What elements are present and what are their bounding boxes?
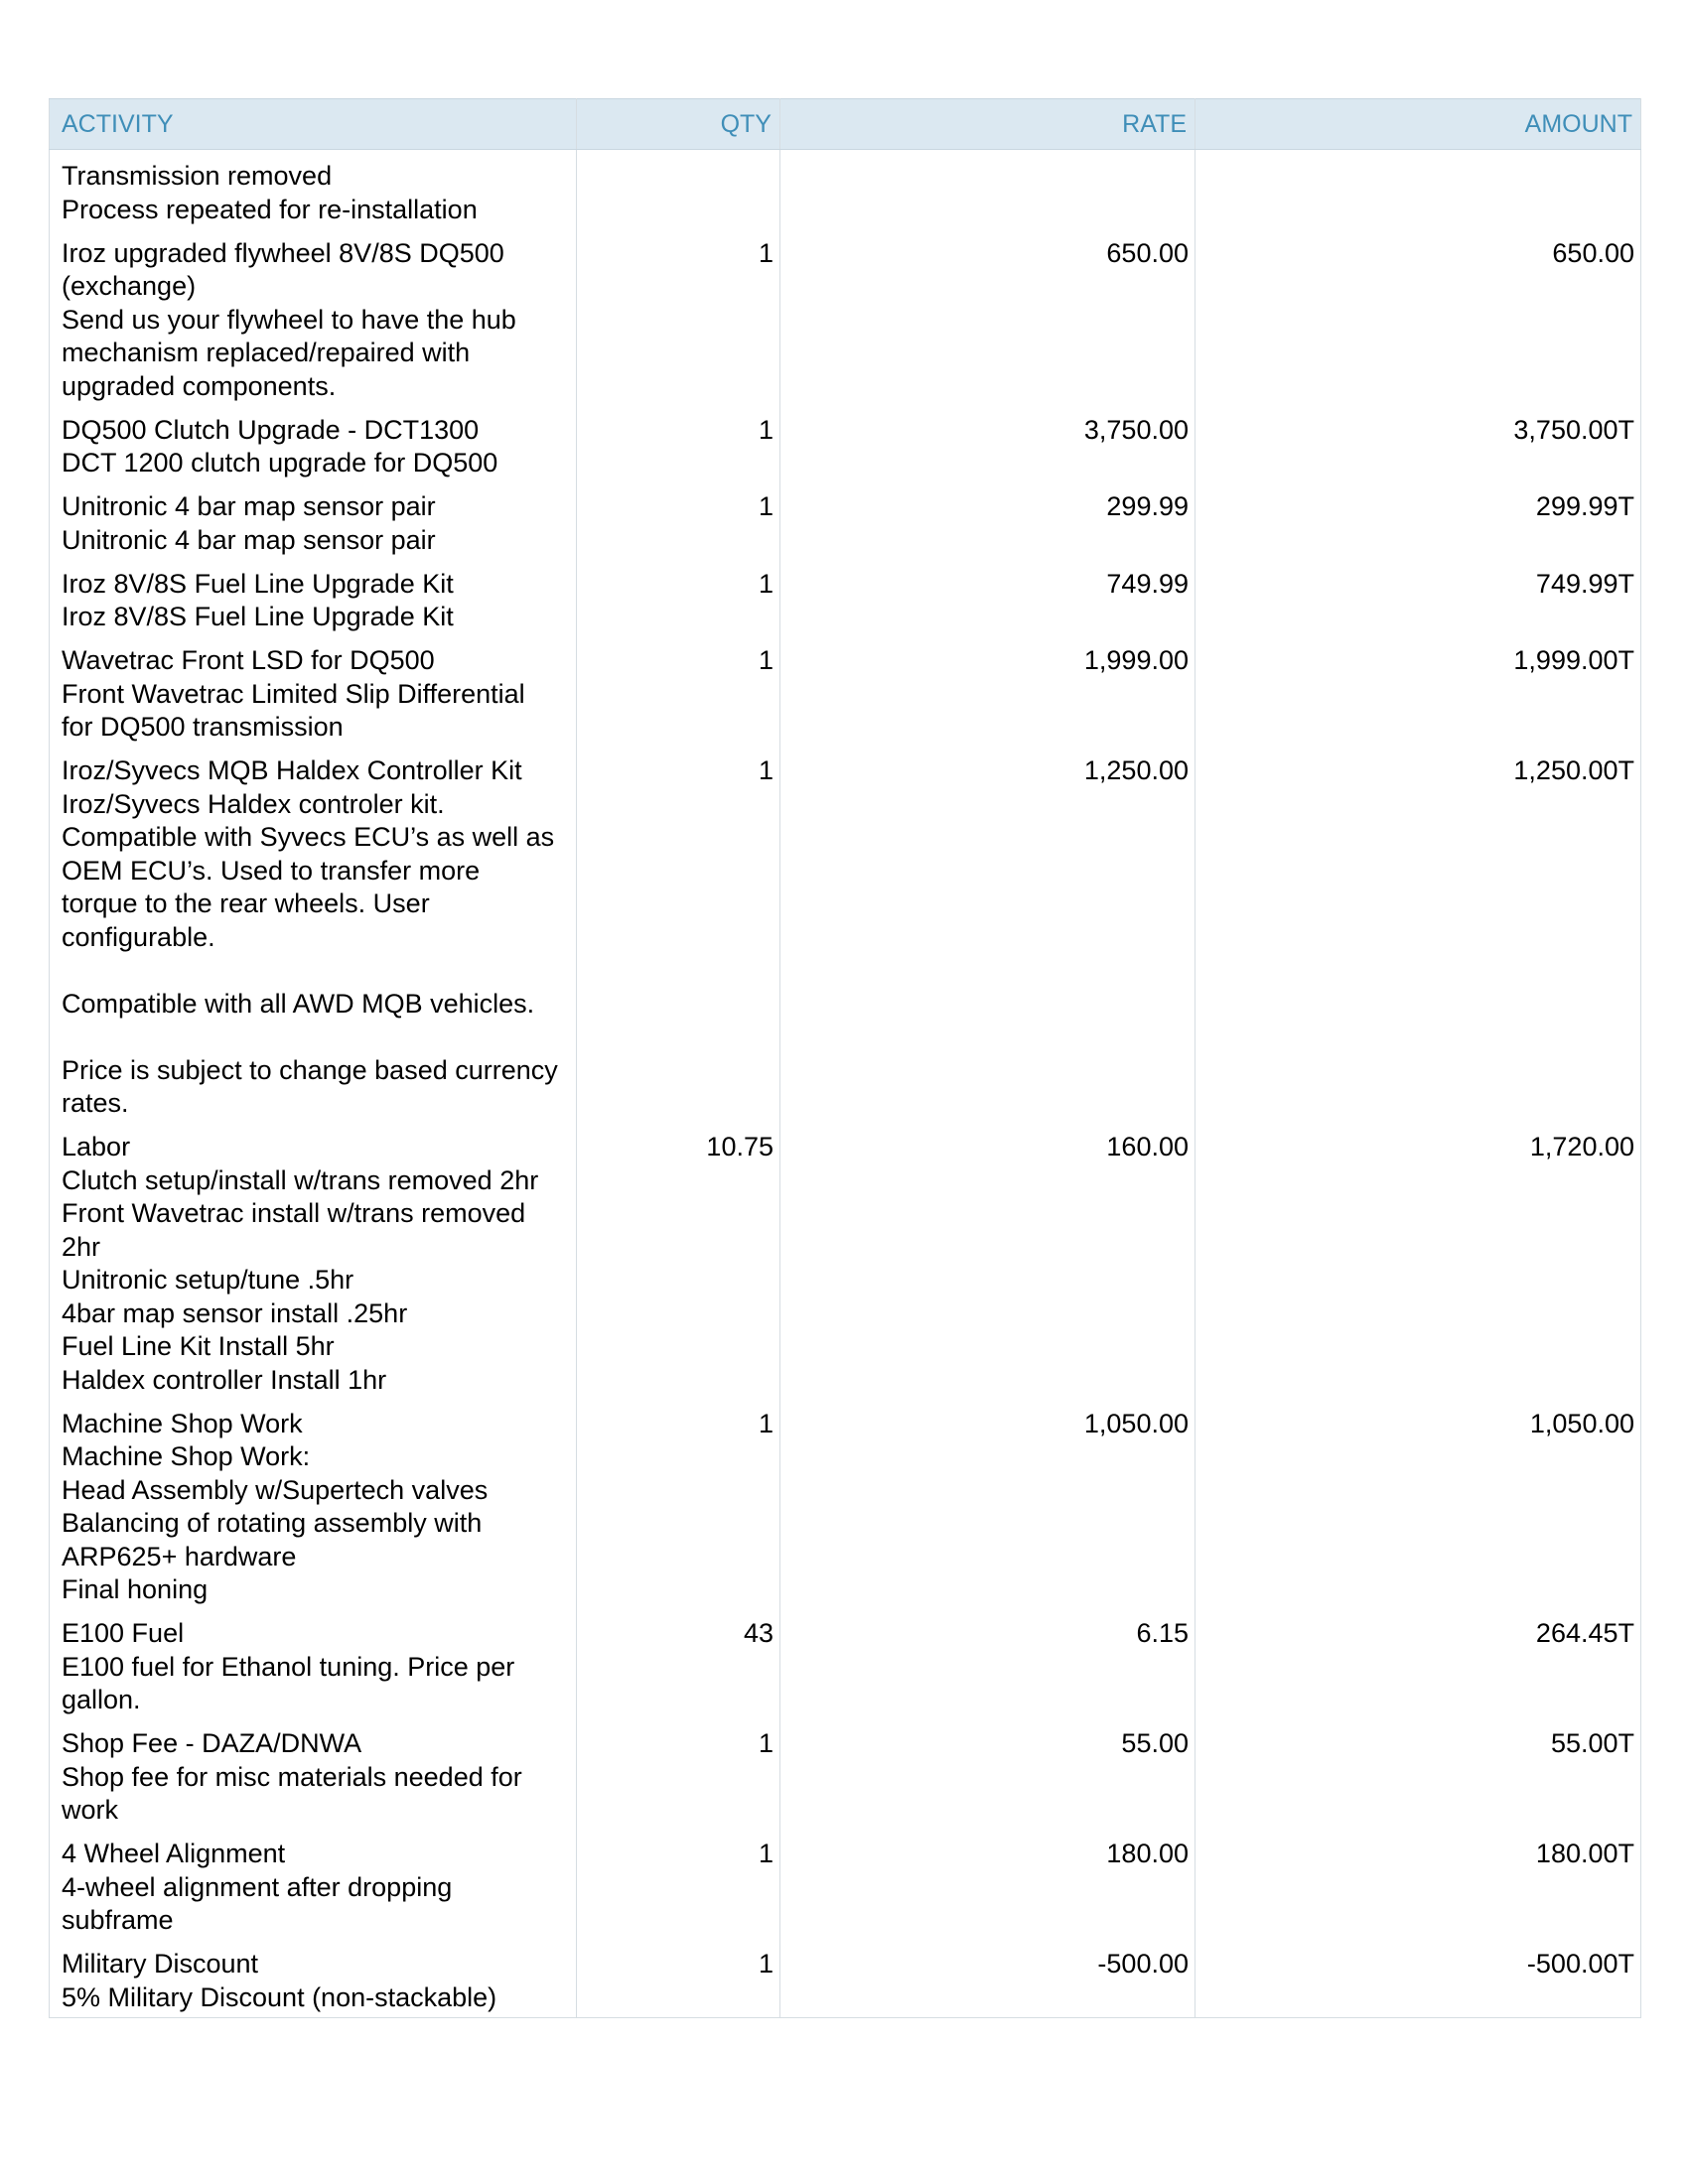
- activity-description: Machine Shop Work: Head Assembly w/Supertech valves Balancing of rotating assembly with ARP625+ hardware Final honing: [62, 1441, 489, 1604]
- column-header-qty: QTY: [577, 99, 780, 150]
- table-row: [50, 414, 1641, 491]
- table-row: [50, 237, 1641, 414]
- amount-cell: 3,750.00T: [1196, 414, 1641, 491]
- activity-description: 4-wheel alignment after dropping subframe: [62, 1871, 453, 1935]
- activity-cell: [50, 150, 577, 237]
- table-row: [50, 1727, 1641, 1838]
- amount-cell: 749.99T: [1196, 568, 1641, 645]
- amount-cell: -500.00T: [1196, 1948, 1641, 2018]
- rate-cell: 1,050.00: [780, 1408, 1196, 1618]
- activity-name: DQ500 Clutch Upgrade - DCT1300: [62, 414, 480, 445]
- table-row: [50, 150, 1641, 237]
- amount-cell: 650.00: [1196, 237, 1641, 414]
- table-row: [50, 1617, 1641, 1727]
- amount-cell: 1,250.00T: [1196, 754, 1641, 1131]
- activity-description: Clutch setup/install w/trans removed 2hr Front Wavetrac install w/trans removed 2hr Unitronic setup/tune .5hr 4bar map sensor install .25hr Fuel Line Kit Install 5hr Haldex controller Install 1hr: [62, 1164, 539, 1395]
- activity-cell: [50, 1948, 577, 2018]
- activity-description: Send us your flywheel to have the hub mechanism replaced/repaired with upgraded components.: [62, 304, 516, 401]
- activity-description: Unitronic 4 bar map sensor pair: [62, 524, 436, 555]
- rate-cell: 180.00: [780, 1838, 1196, 1948]
- activity-description: E100 fuel for Ethanol tuning. Price per gallon.: [62, 1651, 515, 1714]
- qty-cell: 43: [577, 1617, 780, 1727]
- activity-description: DCT 1200 clutch upgrade for DQ500: [62, 448, 498, 478]
- column-header-amount: AMOUNT: [1196, 99, 1641, 150]
- activity-name: Shop Fee - DAZA/DNWA: [62, 1728, 362, 1758]
- activity-cell: [50, 1617, 577, 1727]
- activity-cell: [50, 644, 577, 754]
- activity-cell: [50, 1838, 577, 1948]
- rate-cell: 55.00: [780, 1727, 1196, 1838]
- activity-cell: [50, 1408, 577, 1618]
- table-row: [50, 754, 1641, 1131]
- table-row: [50, 1838, 1641, 1948]
- activity-cell: [50, 237, 577, 414]
- activity-name: Wavetrac Front LSD for DQ500: [62, 645, 435, 675]
- activity-name: Iroz/Syvecs MQB Haldex Controller Kit: [62, 755, 522, 785]
- activity-description: 5% Military Discount (non-stackable): [62, 1981, 497, 2012]
- table-row: [50, 644, 1641, 754]
- table-header: [50, 99, 1641, 150]
- activity-name: Labor: [62, 1132, 131, 1161]
- qty-cell: 1: [577, 754, 780, 1131]
- activity-description: Front Wavetrac Limited Slip Differential for DQ500 transmission: [62, 678, 525, 742]
- qty-cell: [577, 150, 780, 237]
- activity-cell: [50, 568, 577, 645]
- rate-cell: [780, 150, 1196, 237]
- column-header-rate: RATE: [780, 99, 1196, 150]
- qty-cell: 1: [577, 1838, 780, 1948]
- activity-name: E100 Fuel: [62, 1618, 185, 1648]
- rate-cell: 160.00: [780, 1131, 1196, 1408]
- qty-cell: 10.75: [577, 1131, 780, 1408]
- activity-name: 4 Wheel Alignment: [62, 1839, 286, 1868]
- amount-cell: 264.45T: [1196, 1617, 1641, 1727]
- amount-cell: [1196, 150, 1641, 237]
- activity-name: Unitronic 4 bar map sensor pair: [62, 491, 436, 521]
- rate-cell: -500.00: [780, 1948, 1196, 2018]
- activity-name: Military Discount: [62, 1949, 259, 1979]
- rate-cell: 650.00: [780, 237, 1196, 414]
- activity-description: Iroz/Syvecs Haldex controler kit. Compatible with Syvecs ECU’s as well as OEM ECU’s. Used to transfer more torque to the rear wheels. User configurable. Compatible with all AWD MQB vehicles. Price is subject to change based currency rates.: [62, 788, 558, 1118]
- activity-cell: [50, 754, 577, 1131]
- qty-cell: 1: [577, 1408, 780, 1618]
- rate-cell: 299.99: [780, 490, 1196, 568]
- qty-cell: 1: [577, 568, 780, 645]
- qty-cell: 1: [577, 1727, 780, 1838]
- table-row: [50, 490, 1641, 568]
- activity-name: Iroz upgraded flywheel 8V/8S DQ500 (exchange): [62, 237, 504, 301]
- qty-cell: 1: [577, 237, 780, 414]
- amount-cell: 1,050.00: [1196, 1408, 1641, 1618]
- amount-cell: 55.00T: [1196, 1727, 1641, 1838]
- amount-cell: 1,720.00: [1196, 1131, 1641, 1408]
- table-row: [50, 568, 1641, 645]
- activity-description: Process repeated for re-installation: [62, 194, 478, 224]
- activity-name: Machine Shop Work: [62, 1408, 303, 1438]
- activity-name: Transmission removed: [62, 161, 333, 191]
- activity-cell: [50, 1727, 577, 1838]
- amount-cell: 1,999.00T: [1196, 644, 1641, 754]
- activity-description: Shop fee for misc materials needed for work: [62, 1761, 522, 1825]
- rate-cell: 1,999.00: [780, 644, 1196, 754]
- qty-cell: 1: [577, 644, 780, 754]
- activity-cell: [50, 490, 577, 568]
- activity-cell: [50, 1131, 577, 1408]
- qty-cell: 1: [577, 414, 780, 491]
- amount-cell: 180.00T: [1196, 1838, 1641, 1948]
- table-row: [50, 1948, 1641, 2018]
- qty-cell: 1: [577, 1948, 780, 2018]
- qty-cell: 1: [577, 490, 780, 568]
- column-header-activity: ACTIVITY: [50, 99, 577, 150]
- table-row: [50, 1408, 1641, 1618]
- activity-cell: [50, 414, 577, 491]
- activity-description: Iroz 8V/8S Fuel Line Upgrade Kit: [62, 602, 454, 631]
- activity-name: Iroz 8V/8S Fuel Line Upgrade Kit: [62, 568, 454, 599]
- table-body: [50, 150, 1641, 2018]
- rate-cell: 3,750.00: [780, 414, 1196, 491]
- rate-cell: 1,250.00: [780, 754, 1196, 1131]
- amount-cell: 299.99T: [1196, 490, 1641, 568]
- table-row: [50, 1131, 1641, 1408]
- rate-cell: 6.15: [780, 1617, 1196, 1727]
- invoice-line-items-table: [49, 98, 1641, 2018]
- rate-cell: 749.99: [780, 568, 1196, 645]
- header-row: [50, 99, 1641, 150]
